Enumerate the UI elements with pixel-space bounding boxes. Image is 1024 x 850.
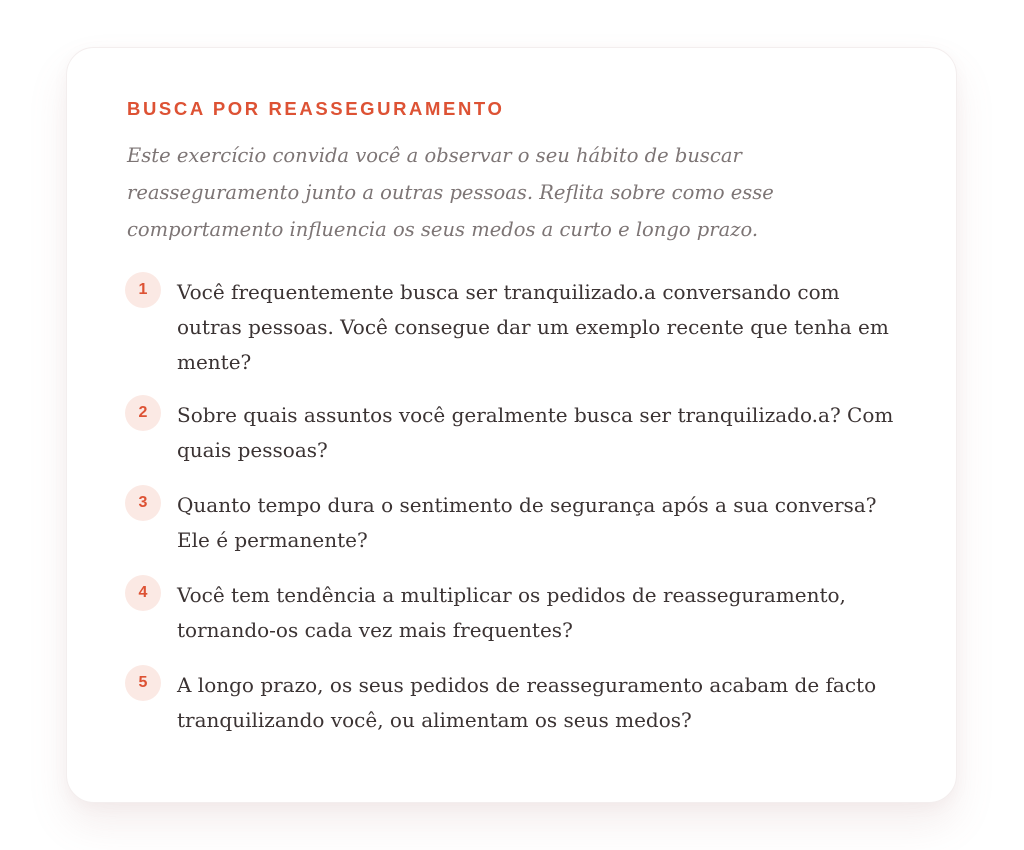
question-text: Você frequentemente busca ser tranquilizado.a conversando com outras pessoas. Você consegue dar um exemplo recente que tenha em mente? bbox=[177, 280, 889, 374]
exercise-intro: Este exercício convida você a observar o seu hábito de buscar reasseguramento junto a outras pessoas. Reflita sobre como esse comportamento influencia os seus medos a curto e longo prazo. bbox=[127, 144, 774, 241]
question-number-badge: 1 bbox=[125, 272, 161, 308]
question-text: Sobre quais assuntos você geralmente busca ser tranquilizado.a? Com quais pessoas? bbox=[177, 403, 894, 462]
question-list bbox=[125, 275, 896, 738]
question-text: A longo prazo, os seus pedidos de reasseguramento acabam de facto tranquilizando você, ou alimentam os seus medos? bbox=[177, 673, 877, 732]
exercise-card bbox=[66, 47, 957, 803]
question-item bbox=[125, 275, 896, 380]
question-number-badge: 4 bbox=[125, 575, 161, 611]
question-number-badge: 3 bbox=[125, 485, 161, 521]
question-item bbox=[125, 578, 896, 648]
question-item bbox=[125, 488, 896, 558]
question-number-badge: 5 bbox=[125, 665, 161, 701]
question-text: Você tem tendência a multiplicar os pedidos de reasseguramento, tornando-os cada vez mais frequentes? bbox=[177, 583, 846, 642]
question-item bbox=[125, 668, 896, 738]
exercise-title: BUSCA POR REASSEGURAMENTO bbox=[127, 98, 505, 119]
question-text: Quanto tempo dura o sentimento de segurança após a sua conversa? Ele é permanente? bbox=[177, 493, 877, 552]
question-number-badge: 2 bbox=[125, 395, 161, 431]
question-item bbox=[125, 398, 896, 468]
